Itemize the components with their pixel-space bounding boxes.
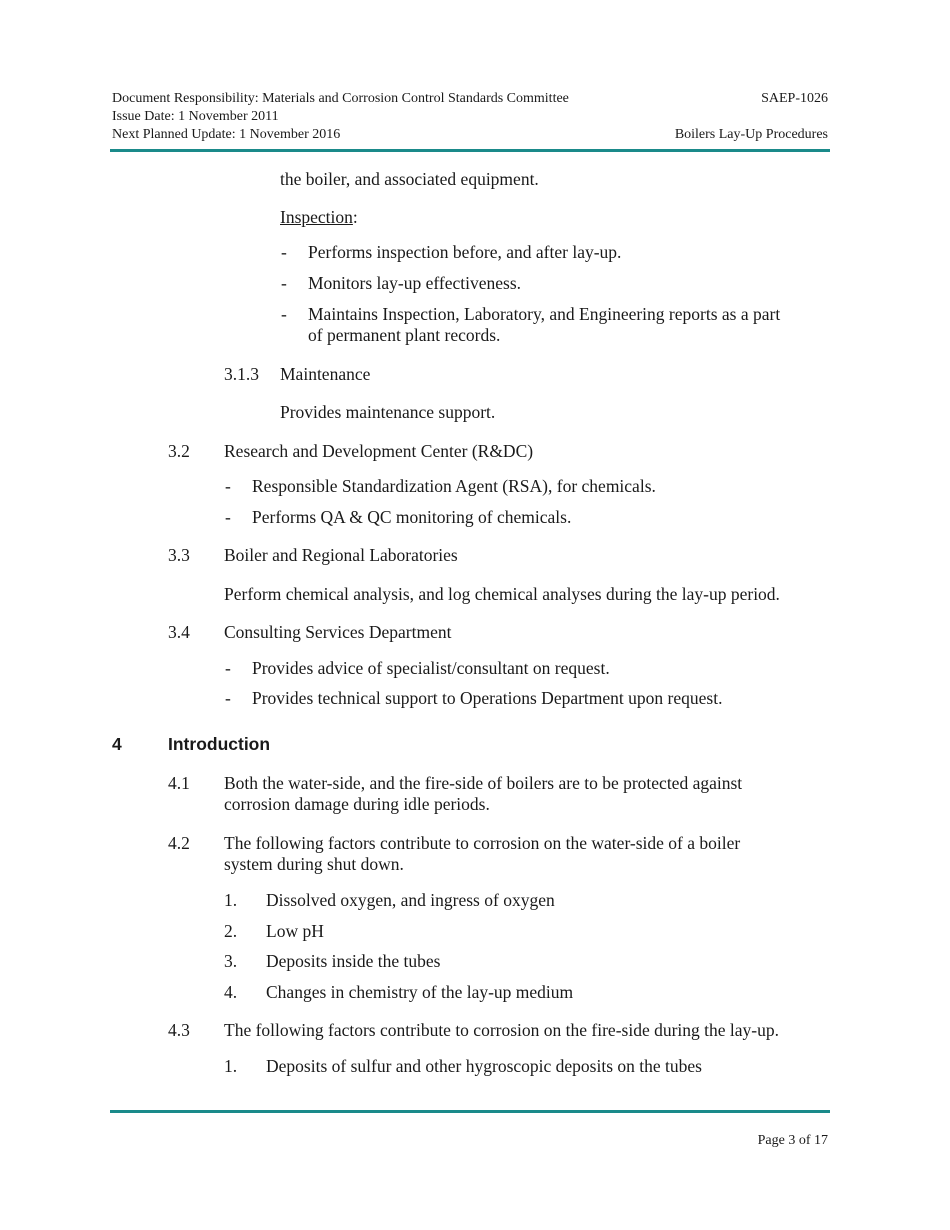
list-number: 1. xyxy=(224,1056,238,1076)
chapter-title: Introduction xyxy=(168,734,271,754)
list-item: Changes in chemistry of the lay-up medium xyxy=(266,982,574,1002)
section-title: Consulting Services Department xyxy=(224,622,452,642)
section-text: The following factors contribute to corrosion on the water-side of a boiler xyxy=(224,833,741,853)
header-rule xyxy=(110,149,830,152)
section-text: Both the water-side, and the fire-side of boilers are to be protected against xyxy=(224,773,743,793)
section-number: 3.2 xyxy=(168,441,190,461)
list-dash: - xyxy=(225,507,231,527)
list-number: 2. xyxy=(224,921,238,941)
section-text: Provides maintenance support. xyxy=(280,402,496,422)
footer-rule xyxy=(110,1110,830,1113)
section-text: system during shut down. xyxy=(224,854,404,874)
section-title: Research and Development Center (R&DC) xyxy=(224,441,534,461)
header-issue-date: Issue Date: 1 November 2011 xyxy=(112,109,279,124)
list-item: Responsible Standardization Agent (RSA), for chemicals. xyxy=(252,476,656,496)
section-text: The following factors contribute to corrosion on the fire-side during the lay-up. xyxy=(224,1020,779,1040)
inspection-heading-colon: : xyxy=(352,207,358,227)
list-item: Performs QA & QC monitoring of chemicals. xyxy=(252,507,572,527)
list-dash: - xyxy=(281,242,287,262)
section-number: 4.2 xyxy=(168,833,190,853)
section-number: 4.3 xyxy=(168,1020,190,1040)
list-dash: - xyxy=(225,688,231,708)
list-dash: - xyxy=(281,304,287,324)
section-text: Perform chemical analysis, and log chemical analyses during the lay-up period. xyxy=(224,584,780,604)
list-item-continuation: of permanent plant records. xyxy=(308,325,501,345)
list-item: Low pH xyxy=(266,921,324,941)
section-number: 4.1 xyxy=(168,773,190,793)
section-title: Boiler and Regional Laboratories xyxy=(224,545,458,565)
list-number: 1. xyxy=(224,890,238,910)
header-next-update: Next Planned Update: 1 November 2016 xyxy=(112,127,341,142)
section-text: corrosion damage during idle periods. xyxy=(224,794,490,814)
section-title: Maintenance xyxy=(280,364,371,384)
page-number: Page 3 of 17 xyxy=(757,1133,828,1148)
header-responsibility: Document Responsibility: Materials and Corrosion Control Standards Committee xyxy=(112,91,569,106)
list-item: Monitors lay-up effectiveness. xyxy=(308,273,522,293)
section-number: 3.3 xyxy=(168,545,190,565)
list-item: Provides technical support to Operations Department upon request. xyxy=(252,688,723,708)
header-doc-number: SAEP-1026 xyxy=(761,91,828,106)
list-dash: - xyxy=(225,658,231,678)
list-dash: - xyxy=(281,273,287,293)
continuation-line: the boiler, and associated equipment. xyxy=(280,169,539,189)
list-number: 4. xyxy=(224,982,238,1002)
list-dash: - xyxy=(225,476,231,496)
section-number: 3.4 xyxy=(168,622,190,642)
list-item: Dissolved oxygen, and ingress of oxygen xyxy=(266,890,555,910)
list-item: Performs inspection before, and after lay-up. xyxy=(308,242,622,262)
list-item: Deposits of sulfur and other hygroscopic deposits on the tubes xyxy=(266,1056,702,1076)
header-doc-title: Boilers Lay-Up Procedures xyxy=(674,127,828,142)
section-number: 3.1.3 xyxy=(224,364,259,384)
list-item: Deposits inside the tubes xyxy=(266,951,441,971)
list-item: Provides advice of specialist/consultant on request. xyxy=(252,658,610,678)
chapter-number: 4 xyxy=(112,734,122,754)
inspection-heading xyxy=(280,207,358,228)
list-item: Maintains Inspection, Laboratory, and Engineering reports as a part xyxy=(308,304,781,324)
list-number: 3. xyxy=(224,951,238,971)
inspection-heading-text: Inspection xyxy=(280,207,353,227)
